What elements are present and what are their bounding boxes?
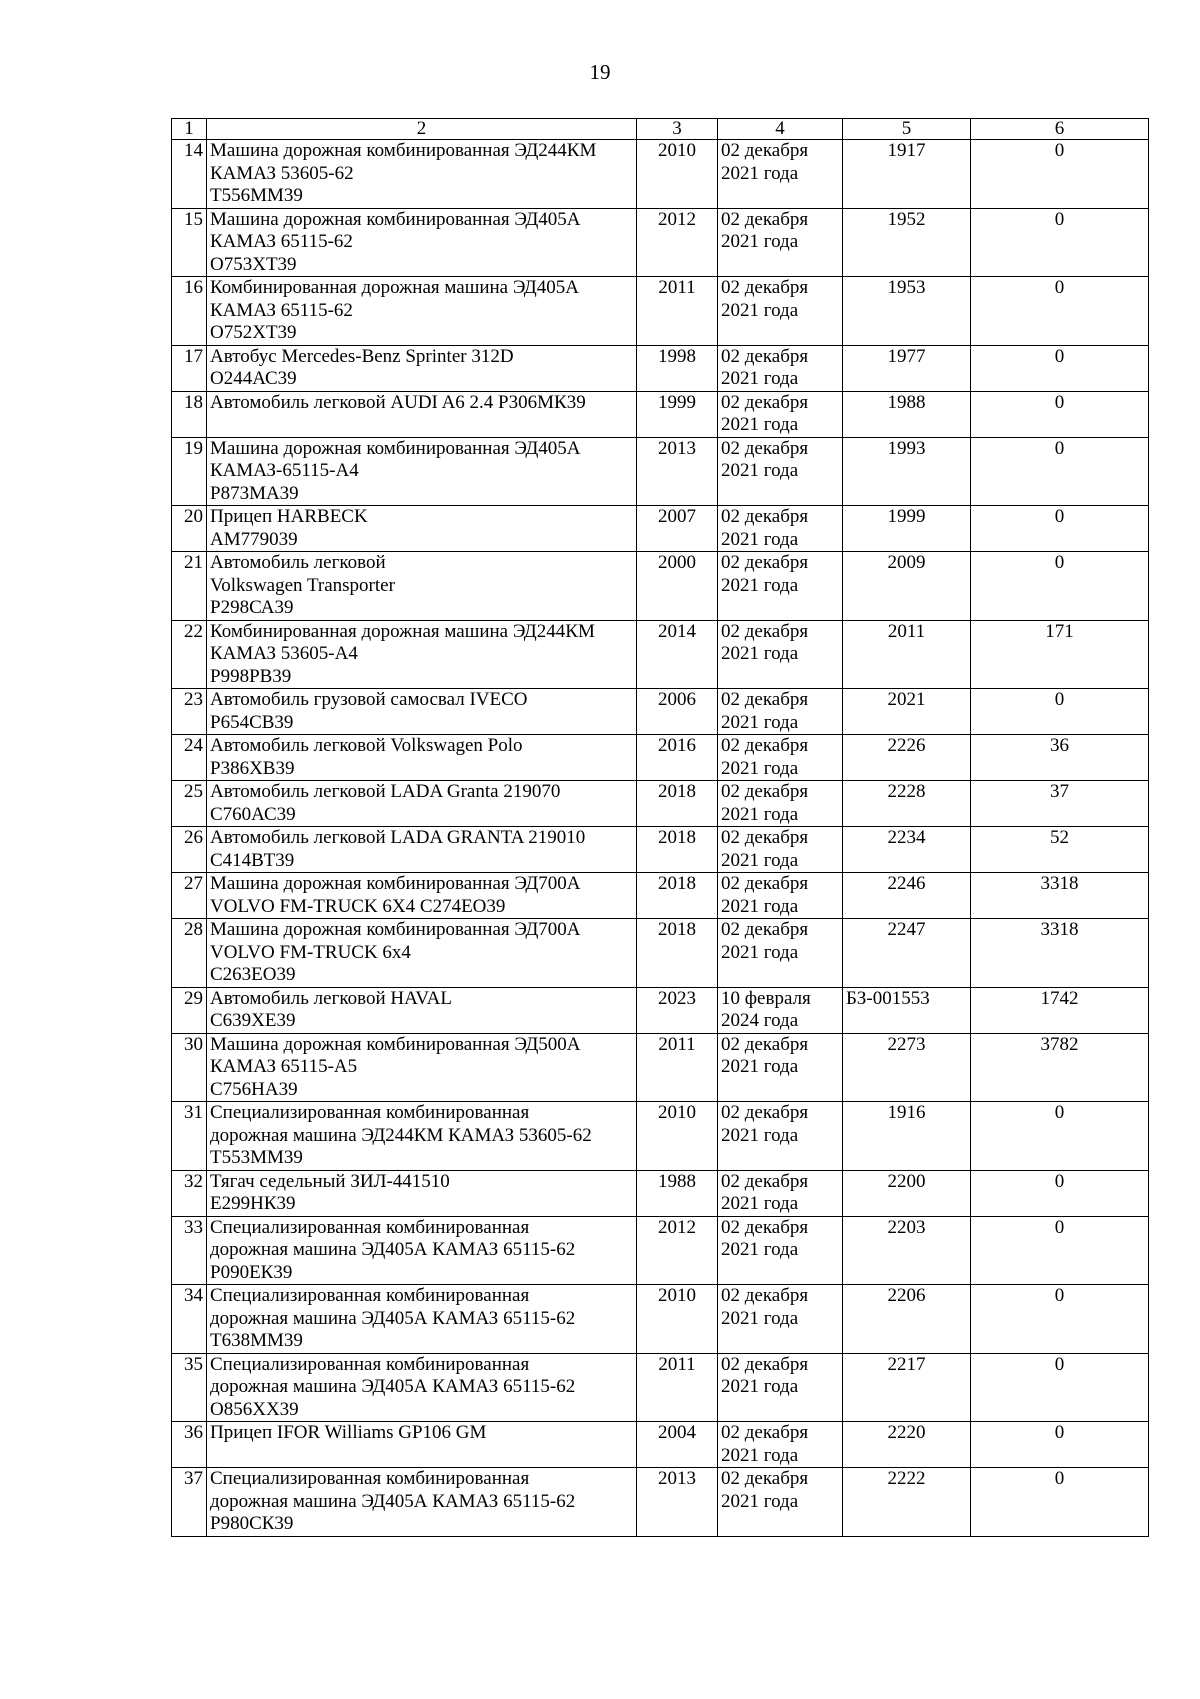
date-cell-line: 2021 года [721,895,799,917]
date-cell-line: 02 декабря [721,781,809,802]
date-cell [718,140,843,209]
year-cell: 2016 [637,735,718,781]
value-cell: 0 [971,1170,1149,1216]
date-cell-line: 2021 года [721,299,799,321]
year-cell: 2010 [637,1102,718,1171]
inventory-number-cell: 1993 [843,437,971,506]
date-cell-line: 2021 года [721,849,799,871]
year-cell: 2006 [637,689,718,735]
row-number-cell: 20 [172,506,207,552]
vehicle-register-table [171,118,1149,1537]
date-cell-line: 2021 года [721,1193,799,1214]
date-cell [718,1170,843,1216]
row-number-cell: 30 [172,1033,207,1102]
date-cell-line: 2021 года [721,1307,799,1329]
column-header-5: 5 [843,119,971,140]
vehicle-name-cell-line: Volkswagen Transporter [210,574,395,596]
row-number-cell: 33 [172,1216,207,1285]
vehicle-name-cell-line: Автомобиль легковой AUDI A6 2.4 Р306МК39 [210,391,586,413]
date-cell [718,208,843,277]
date-cell-line: 2021 года [721,643,799,664]
year-cell: 2011 [637,1033,718,1102]
vehicle-name-cell [207,919,637,988]
inventory-number-cell: 1999 [843,506,971,552]
date-cell-line: 2021 года [721,757,799,779]
row-number-cell: 17 [172,345,207,391]
value-cell: 1742 [971,987,1149,1033]
vehicle-name-cell [207,987,637,1033]
inventory-number-cell: 2222 [843,1468,971,1537]
vehicle-name-cell-line: Специализированная комбинированная [210,1353,530,1375]
value-cell: 0 [971,277,1149,346]
vehicle-name-cell-line: КАМАЗ 53605-62 [210,162,354,184]
date-cell-line: 2021 года [721,368,799,389]
vehicle-name-cell-line: Машина дорожная комбинированная ЭД700А [210,919,581,940]
inventory-number-cell: 2217 [843,1353,971,1422]
year-cell: 2023 [637,987,718,1033]
vehicle-name-cell-line: Р980СК39 [210,1513,294,1534]
vehicle-name-cell [207,1285,637,1354]
row-number-cell: 31 [172,1102,207,1171]
date-cell [718,1285,843,1354]
value-cell: 0 [971,1216,1149,1285]
vehicle-name-cell-line: Е299НК39 [210,1193,296,1214]
date-cell-line: 2021 года [721,1056,799,1077]
value-cell: 0 [971,506,1149,552]
vehicle-name-cell-line: Машина дорожная комбинированная ЭД700А [210,873,581,894]
vehicle-name-cell-line: С414ВТ39 [210,849,295,871]
table-row [172,506,1149,552]
table-row [172,987,1149,1033]
vehicle-name-cell-line: КАМАЗ 65115-62 [210,231,353,252]
value-cell: 36 [971,735,1149,781]
vehicle-name-cell-line: Р298СА39 [210,597,294,618]
year-cell: 1998 [637,345,718,391]
year-cell: 2018 [637,827,718,873]
inventory-number-cell: 2226 [843,735,971,781]
date-cell-line: 2021 года [721,1239,799,1260]
date-cell-line: 2021 года [721,711,799,733]
vehicle-name-cell [207,735,637,781]
value-cell: 3782 [971,1033,1149,1102]
year-cell: 2010 [637,1285,718,1354]
vehicle-name-cell-line: дорожная машина ЭД405А КАМАЗ 65115-62 [210,1307,576,1329]
inventory-number-cell: 1988 [843,391,971,437]
vehicle-name-cell-line: Автомобиль грузовой самосвал IVECO [210,689,528,710]
vehicle-name-cell-line: АМ779039 [210,528,298,550]
vehicle-name-cell-line: Прицеп HARBECK [210,506,368,527]
row-number-cell: 37 [172,1468,207,1537]
row-number-cell: 28 [172,919,207,988]
date-cell-line: 2021 года [721,528,799,550]
value-cell: 0 [971,1285,1149,1354]
value-cell: 0 [971,437,1149,506]
vehicle-name-cell-line: Специализированная комбинированная [210,1468,530,1489]
date-cell-line: 02 декабря [721,827,809,848]
inventory-number-cell: 2200 [843,1170,971,1216]
vehicle-name-cell [207,1353,637,1422]
vehicle-name-cell [207,140,637,209]
date-cell-line: 2021 года [721,1124,799,1146]
table-row [172,689,1149,735]
vehicle-name-cell-line: Специализированная комбинированная [210,1102,530,1123]
table-row [172,1285,1149,1354]
date-cell-line: 02 декабря [721,140,809,161]
date-cell-line: 02 декабря [721,345,809,367]
date-cell-line: 02 декабря [721,1170,809,1192]
vehicle-name-cell-line: Машина дорожная комбинированная ЭД500А [210,1033,581,1055]
table-row [172,873,1149,919]
column-header-3: 3 [637,119,718,140]
vehicle-name-cell-line: дорожная машина ЭД405А КАМАЗ 65115-62 [210,1239,576,1260]
vehicle-name-cell-line: Комбинированная дорожная машина ЭД244КМ [210,620,595,642]
column-header-2: 2 [207,119,637,140]
date-cell [718,873,843,919]
vehicle-name-cell-line: VOLVO FM-TRUCK 6x4 [210,941,411,963]
value-cell: 37 [971,781,1149,827]
inventory-number-cell: 2247 [843,919,971,988]
vehicle-name-cell-line: Р090ЕК39 [210,1261,293,1283]
row-number-cell: 14 [172,140,207,209]
table-row [172,1353,1149,1422]
vehicle-name-cell-line: Р873МА39 [210,482,299,504]
vehicle-name-cell-line: Специализированная комбинированная [210,1285,530,1306]
year-cell: 2013 [637,437,718,506]
date-cell [718,391,843,437]
date-cell-line: 2021 года [721,1490,799,1512]
date-cell-line: 02 декабря [721,1422,809,1443]
row-number-cell: 24 [172,735,207,781]
row-number-cell: 23 [172,689,207,735]
date-cell [718,277,843,346]
year-cell: 2000 [637,552,718,621]
date-cell [718,1033,843,1102]
vehicle-name-cell-line: Т553ММ39 [210,1147,303,1168]
date-cell [718,1422,843,1468]
table-row [172,1102,1149,1171]
vehicle-name-cell-line: дорожная машина ЭД244КМ КАМАЗ 53605-62 [210,1124,592,1146]
inventory-number-cell: 2203 [843,1216,971,1285]
year-cell: 2018 [637,873,718,919]
value-cell: 0 [971,391,1149,437]
date-cell-line: 02 декабря [721,735,809,756]
row-number-cell: 34 [172,1285,207,1354]
date-cell [718,689,843,735]
vehicle-name-cell-line: Специализированная комбинированная [210,1216,530,1238]
date-cell-line: 02 декабря [721,552,809,573]
row-number-cell: 22 [172,620,207,689]
inventory-number-cell: 1953 [843,277,971,346]
table-row [172,1468,1149,1537]
date-cell-line: 02 декабря [721,1285,809,1306]
vehicle-name-cell-line: Автомобиль легковой HAVAL [210,987,452,1009]
inventory-number-cell: 2246 [843,873,971,919]
vehicle-name-cell [207,689,637,735]
row-number-cell: 26 [172,827,207,873]
vehicle-name-cell-line: Машина дорожная комбинированная ЭД405А [210,208,581,230]
date-cell [718,827,843,873]
date-cell [718,1102,843,1171]
vehicle-name-cell-line: С760АС39 [210,803,296,825]
row-number-cell: 36 [172,1422,207,1468]
vehicle-name-cell [207,1033,637,1102]
vehicle-name-cell [207,827,637,873]
vehicle-name-cell [207,873,637,919]
inventory-number-cell: 2021 [843,689,971,735]
row-number-cell: 25 [172,781,207,827]
row-number-cell: 21 [172,552,207,621]
year-cell: 1999 [637,391,718,437]
vehicle-name-cell-line: Тягач седельный ЗИЛ-441510 [210,1170,450,1192]
table-row [172,1170,1149,1216]
year-cell: 2011 [637,277,718,346]
date-cell [718,1353,843,1422]
date-cell-line: 02 декабря [721,1468,809,1489]
table-row [172,345,1149,391]
date-cell [718,987,843,1033]
value-cell: 0 [971,1102,1149,1171]
date-cell-line: 02 декабря [721,1353,809,1375]
date-cell-line: 10 февраля [721,987,811,1009]
table-row [172,552,1149,621]
column-header-4: 4 [718,119,843,140]
table-row [172,919,1149,988]
vehicle-name-cell [207,391,637,437]
inventory-number-cell: 1916 [843,1102,971,1171]
year-cell: 2012 [637,1216,718,1285]
vehicle-name-cell [207,1216,637,1285]
vehicle-name-cell-line: дорожная машина ЭД405А КАМАЗ 65115-62 [210,1490,576,1512]
table-row [172,1033,1149,1102]
year-cell: 2018 [637,781,718,827]
table-row [172,140,1149,209]
value-cell: 0 [971,208,1149,277]
date-cell-line: 2021 года [721,803,799,825]
row-number-cell: 35 [172,1353,207,1422]
value-cell: 0 [971,1422,1149,1468]
inventory-number-cell: 2234 [843,827,971,873]
year-cell: 2004 [637,1422,718,1468]
column-header-6: 6 [971,119,1149,140]
vehicle-name-cell-line: КАМАЗ 65115-62 [210,299,353,321]
value-cell: 0 [971,1353,1149,1422]
date-cell-line: 02 декабря [721,506,809,527]
date-cell-line: 02 декабря [721,208,809,230]
value-cell: 0 [971,345,1149,391]
date-cell-line: 02 декабря [721,620,809,642]
value-cell: 0 [971,140,1149,209]
vehicle-name-cell-line: Автомобиль легковой [210,552,386,573]
inventory-number-cell: 2009 [843,552,971,621]
value-cell: 3318 [971,873,1149,919]
vehicle-name-cell-line: Автобус Mercedes-Benz Sprinter 312D [210,345,514,367]
vehicle-name-cell [207,620,637,689]
table-row [172,781,1149,827]
vehicle-name-cell [207,1102,637,1171]
date-cell-line: 02 декабря [721,437,809,459]
vehicle-name-cell-line: Автомобиль легковой Volkswagen Polo [210,735,523,756]
page-number: 19 [589,60,611,84]
vehicle-name-cell [207,552,637,621]
inventory-number-cell: 1977 [843,345,971,391]
vehicle-name-cell-line: С756НА39 [210,1078,298,1100]
table-row [172,1216,1149,1285]
vehicle-name-cell-line: КАМАЗ-65115-А4 [210,460,359,481]
date-cell [718,437,843,506]
row-number-cell: 32 [172,1170,207,1216]
vehicle-name-cell-line: VOLVO FM-TRUCK 6X4 C274EO39 [210,895,506,917]
date-cell-line: 2021 года [721,414,799,435]
date-cell-line: 2021 года [721,941,799,963]
vehicle-name-cell-line: О856ХХ39 [210,1398,299,1420]
header-row [172,119,1149,140]
year-cell: 2012 [637,208,718,277]
date-cell-line: 2021 года [721,460,799,481]
vehicle-name-cell-line: Машина дорожная комбинированная ЭД405А [210,437,581,459]
vehicle-name-cell [207,345,637,391]
date-cell [718,345,843,391]
date-cell [718,552,843,621]
vehicle-name-cell-line: Т638ММ39 [210,1330,303,1351]
date-cell [718,919,843,988]
date-cell-line: 2021 года [721,162,799,184]
inventory-number-cell: БЗ-001553 [843,987,971,1033]
date-cell [718,1216,843,1285]
vehicle-name-cell-line: Автомобиль легковой LADA Granta 219070 [210,781,561,802]
date-cell-line: 02 декабря [721,391,809,413]
vehicle-name-cell-line: С639ХЕ39 [210,1010,296,1031]
table-row [172,208,1149,277]
year-cell: 2007 [637,506,718,552]
vehicle-name-cell [207,1422,637,1468]
date-cell-line: 02 декабря [721,873,809,894]
row-number-cell: 27 [172,873,207,919]
inventory-number-cell: 1917 [843,140,971,209]
row-number-cell: 16 [172,277,207,346]
vehicle-name-cell [207,208,637,277]
table-body [172,140,1149,1537]
vehicle-name-cell [207,1170,637,1216]
date-cell [718,735,843,781]
year-cell: 2010 [637,140,718,209]
year-cell: 2013 [637,1468,718,1537]
row-number-cell: 19 [172,437,207,506]
vehicle-name-cell [207,277,637,346]
vehicle-name-cell-line: Автомобиль легковой LADA GRANTA 219010 [210,827,586,848]
table-row [172,391,1149,437]
table-row [172,1422,1149,1468]
table-row [172,437,1149,506]
value-cell: 171 [971,620,1149,689]
date-cell-line: 02 декабря [721,277,809,298]
date-cell-line: 02 декабря [721,1102,809,1123]
vehicle-name-cell-line: дорожная машина ЭД405А КАМАЗ 65115-62 [210,1376,576,1397]
table-row [172,277,1149,346]
vehicle-name-cell-line: Т556ММ39 [210,185,303,206]
inventory-number-cell: 2011 [843,620,971,689]
table-row [172,735,1149,781]
value-cell: 3318 [971,919,1149,988]
column-header-1: 1 [172,119,207,140]
inventory-number-cell: 2220 [843,1422,971,1468]
year-cell: 2011 [637,1353,718,1422]
vehicle-name-cell [207,506,637,552]
inventory-number-cell: 1952 [843,208,971,277]
vehicle-name-cell-line: Р654СВ39 [210,711,294,733]
vehicle-name-cell-line: Машина дорожная комбинированная ЭД244КМ [210,140,597,161]
vehicle-name-cell [207,781,637,827]
year-cell: 2014 [637,620,718,689]
year-cell: 1988 [637,1170,718,1216]
vehicle-name-cell-line: КАМАЗ 53605-А4 [210,643,358,664]
date-cell-line: 02 декабря [721,1033,809,1055]
table-row [172,827,1149,873]
date-cell-line: 02 декабря [721,1216,809,1238]
date-cell-line: 02 декабря [721,919,809,940]
vehicle-name-cell-line: О752ХТ39 [210,322,297,343]
inventory-number-cell: 2228 [843,781,971,827]
value-cell: 52 [971,827,1149,873]
row-number-cell: 15 [172,208,207,277]
vehicle-name-cell-line: КАМАЗ 65115-А5 [210,1056,358,1077]
date-cell-line: 2021 года [721,574,799,596]
vehicle-name-cell [207,437,637,506]
vehicle-name-cell-line: С263ЕО39 [210,964,296,985]
date-cell [718,620,843,689]
date-cell-line: 2021 года [721,1444,799,1466]
vehicle-name-cell-line: О244АС39 [210,368,297,389]
date-cell [718,1468,843,1537]
year-cell: 2018 [637,919,718,988]
date-cell [718,781,843,827]
date-cell-line: 2024 года [721,1010,799,1031]
vehicle-name-cell-line: Р998РВ39 [210,665,292,687]
vehicle-name-cell-line: О753ХТ39 [210,253,297,275]
value-cell: 0 [971,552,1149,621]
inventory-number-cell: 2273 [843,1033,971,1102]
row-number-cell: 18 [172,391,207,437]
inventory-number-cell: 2206 [843,1285,971,1354]
vehicle-name-cell-line: Комбинированная дорожная машина ЭД405А [210,277,579,298]
date-cell-line: 2021 года [721,1376,799,1397]
vehicle-name-cell-line: Прицеп IFOR Williams GP106 GM [210,1422,487,1443]
date-cell [718,506,843,552]
vehicle-name-cell [207,1468,637,1537]
row-number-cell: 29 [172,987,207,1033]
value-cell: 0 [971,1468,1149,1537]
vehicle-name-cell-line: Р386ХВ39 [210,757,295,779]
value-cell: 0 [971,689,1149,735]
table-row [172,620,1149,689]
date-cell-line: 2021 года [721,231,799,252]
date-cell-line: 02 декабря [721,689,809,710]
